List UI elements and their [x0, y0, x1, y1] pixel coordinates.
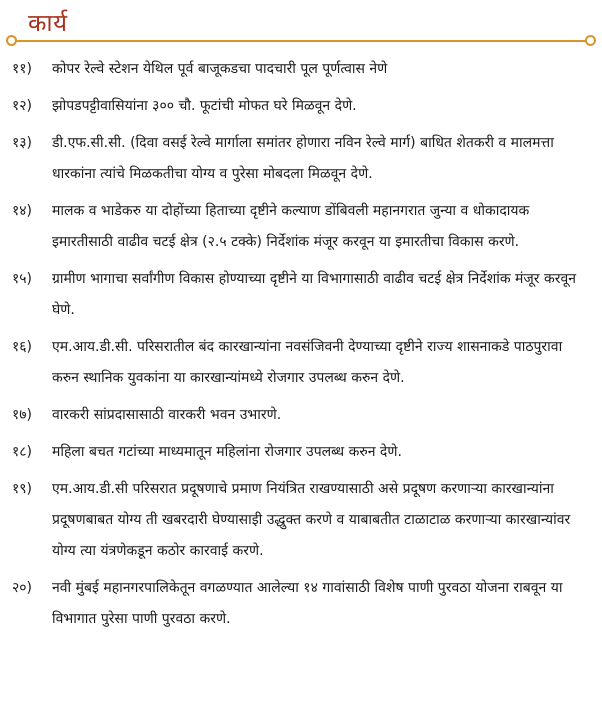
item-number: १७): [12, 407, 33, 423]
item-text: कोपर रेल्वे स्टेशन येथिल पूर्व बाजूकडचा पादचारी पूल पूर्णत्वास नेणे: [52, 61, 388, 77]
item-text: नवी मुंबई महानगरपालिकेतून वगळण्यात आलेल्या १४ गावांसाठी विशेष पाणी पुरवठा योजना राबवून या विभागात पुरेसा पाणी पुरवठा करणे.: [52, 580, 563, 627]
item-number: १२): [12, 98, 33, 114]
item-number: १९): [12, 481, 33, 497]
divider-left-ornament: [6, 35, 17, 46]
list-item: [0, 196, 602, 258]
item-number: १६): [12, 339, 33, 355]
item-number: १३): [12, 135, 33, 151]
list-item: [0, 264, 602, 326]
list-item: [0, 332, 602, 394]
list-item: [0, 91, 602, 122]
list-item: [0, 128, 602, 190]
item-text: डी.एफ.सी.सी. (दिवा वसई रेल्वे मार्गाला समांतर होणारा नविन रेल्वे मार्ग) बाधित शेतकरी व मालमत्ता धारकांना त्यांचे मिळकतीचा योग्य व पुरेसा मोबदला मिळवून देणे.: [52, 135, 554, 182]
item-text: ग्रामीण भागाचा सर्वांगीण विकास होण्याच्या दृष्टीने या विभागासाठी वाढीव चटई क्षेत्र निर्देशांक मंजूर करवून घेणे.: [52, 271, 577, 318]
section-title: कार्य: [28, 9, 68, 37]
header-divider: [14, 40, 588, 42]
item-text: महिला बचत गटांच्या माध्यमातून महिलांना रोजगार उपलब्ध करुन देणे.: [52, 444, 402, 460]
item-text: झोपडपट्टीवासियांना ३०० चौ. फूटांची मोफत घरे मिळवून देणे.: [52, 98, 357, 114]
section-header: [0, 0, 602, 50]
item-text: एम.आय.डी.सी. परिसरातील बंद कारखान्यांना नवसंजिवनी देण्याच्या दृष्टीने राज्य शासनाकडे पाठपुरावा करुन स्थानिक युवकांना या कारखान्यांमध्ये रोजगार उपलब्ध करुन देणे.: [52, 339, 563, 386]
item-text: एम.आय.डी.सी परिसरात प्रदूषणाचे प्रमाण नियंत्रित राखण्यासाठी असे प्रदूषण करणाऱ्या कारखान्यांना प्रदूषणबाबत योग्य ती खबरदारी घेण्यासाइी उद्धुक्त करणे व याबाबतीत टाळाटाळ करणाऱ्या कारखान्यांवर योग्य त्या यंत्रणेकडून कठोर कारवाई करणे.: [52, 481, 571, 559]
list-item: [0, 400, 602, 431]
divider-right-ornament: [585, 35, 596, 46]
item-number: १८): [12, 444, 33, 460]
list-item: [0, 54, 602, 85]
work-items-list: [0, 54, 602, 641]
item-number: १५): [12, 271, 33, 287]
list-item: [0, 474, 602, 567]
item-number: १४): [12, 203, 33, 219]
list-item: [0, 437, 602, 468]
item-number: २०): [12, 580, 33, 596]
list-item: [0, 573, 602, 635]
item-text: मालक व भाडेकरु या दोहोंच्या हिताच्या दृष्टीने कल्याण डोंबिवली महानगरात जुन्या व धोकादायक इमारतीसाठी वाढीव चटई क्षेत्र (२.५ टक्के) निर्देशांक मंजूर करवून या इमारतीचा विकास करणे.: [52, 203, 530, 250]
item-text: वारकरी सांप्रदासासाठी वारकरी भवन उभारणे.: [52, 407, 282, 423]
item-number: ११): [12, 61, 33, 77]
